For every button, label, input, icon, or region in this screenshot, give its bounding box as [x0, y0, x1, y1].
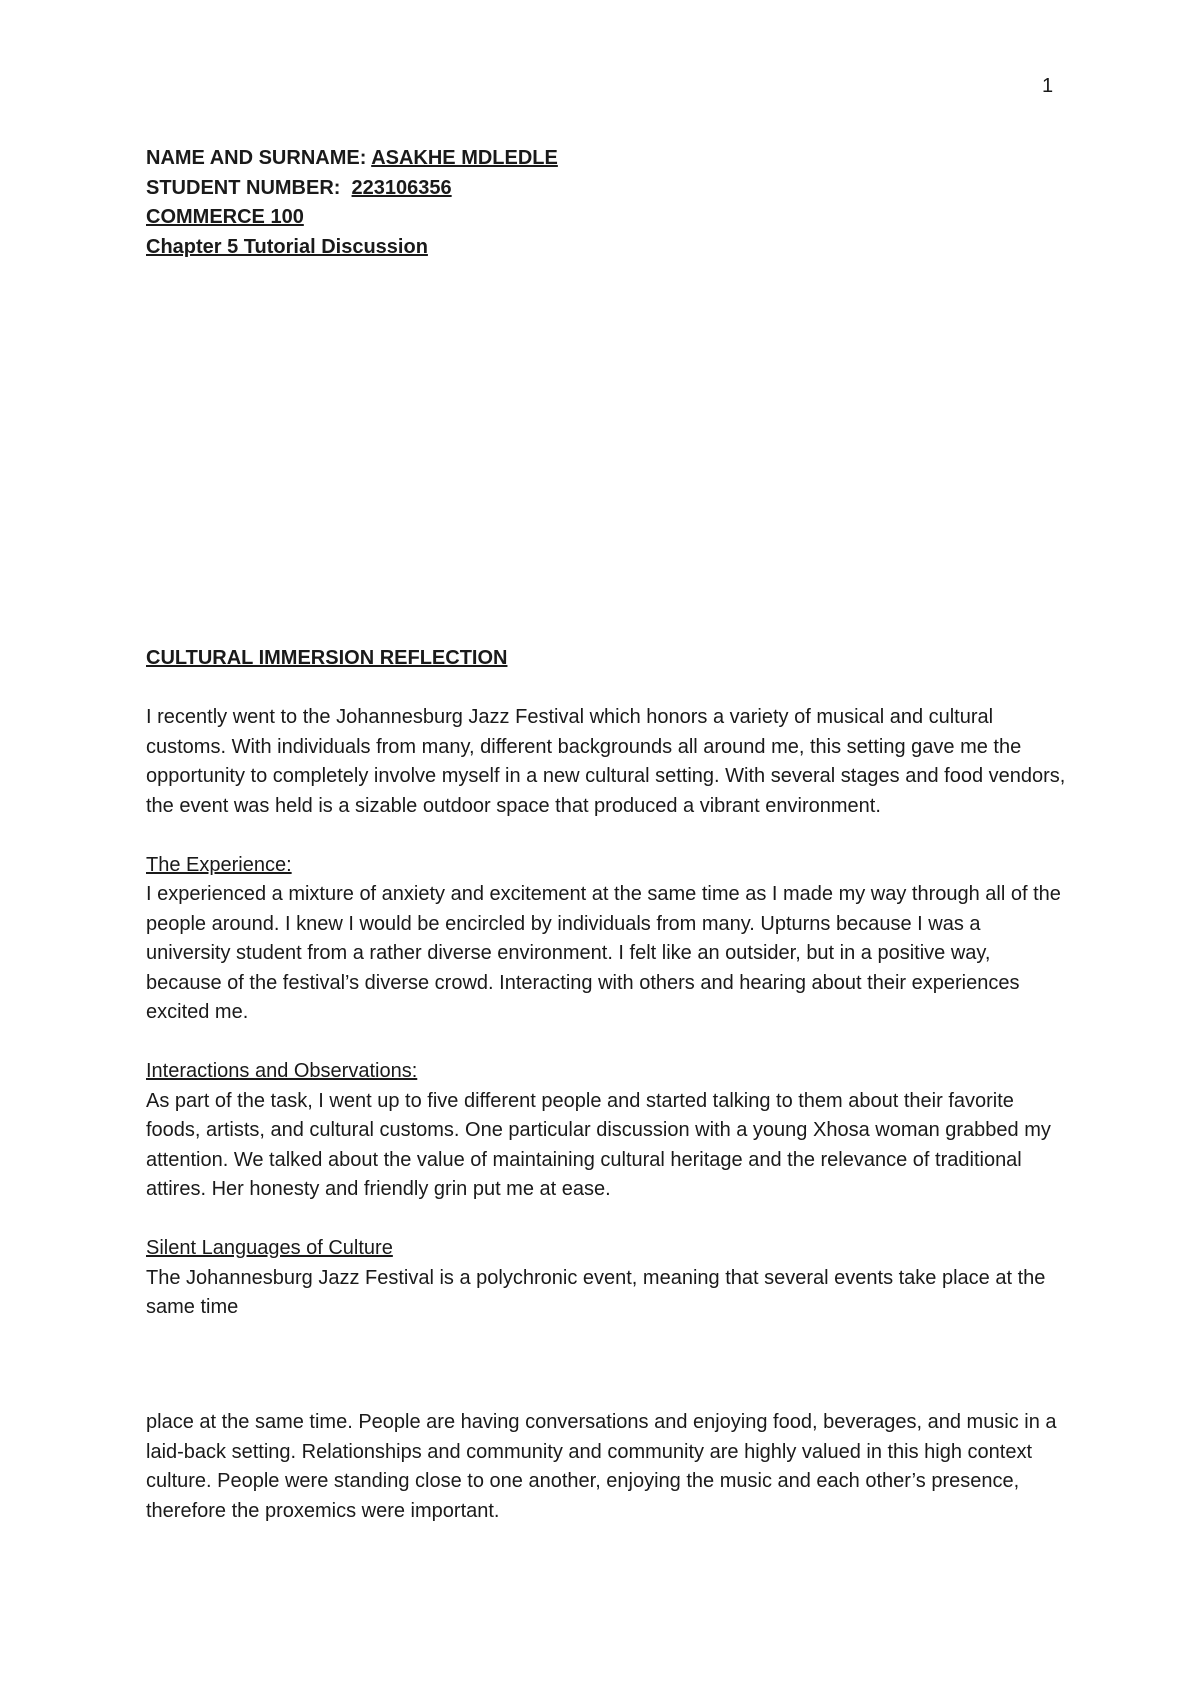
- header-block: [146, 144, 1066, 262]
- name-label: NAME AND SURNAME:: [146, 147, 372, 169]
- continuation-paragraph: place at the same time. People are having conversations and enjoying food, beverages, and music in a laid-back setting. Relationships and community and community are highly valued in this high context culture. People were standing close to one another, enjoying the music and each other’s presence, therefore the proxemics were important.: [146, 1411, 1057, 1522]
- section-heading-interactions: Interactions and Observations:: [146, 1060, 418, 1082]
- student-number-line: [146, 174, 1066, 204]
- page-number: 1: [1042, 75, 1054, 97]
- reflection-block: [146, 644, 1066, 1323]
- intro-paragraph: I recently went to the Johannesburg Jazz Festival which honors a variety of musical and cultural customs. With individuals from many, different backgrounds all around me, this setting gave me the opportunity to completely involve myself in a new cultural setting. With several stages and food vendors, the event was held is a sizable outdoor space that produced a vibrant environment.: [146, 706, 1066, 817]
- chapter-line: Chapter 5 Tutorial Discussion: [146, 235, 428, 258]
- section-heading-silent-languages: Silent Languages of Culture: [146, 1237, 393, 1259]
- section-heading-experience: The Experience:: [146, 853, 292, 876]
- section-body-silent-languages: The Johannesburg Jazz Festival is a polychronic event, meaning that several events take place at the same time: [146, 1266, 1046, 1318]
- name-line: [146, 144, 1066, 174]
- continuation-block: [146, 1408, 1066, 1526]
- section-body-interactions: As part of the task, I went up to five different people and started talking to them about their favorite foods, artists, and cultural customs. One particular discussion with a young Xhosa woman grabbed my attention. We talked about the value of maintaining cultural heritage and the relevance of traditional attires. Her honesty and friendly grin put me at ease.: [146, 1089, 1051, 1200]
- name-value: ASAKHE MDLEDLE: [371, 147, 558, 169]
- reflection-title: CULTURAL IMMERSION REFLECTION: [146, 647, 508, 669]
- student-number-label: STUDENT NUMBER:: [146, 176, 352, 199]
- section-body-experience: I experienced a mixture of anxiety and excitement at the same time as I made my way through all of the people around. I knew I would be encircled by individuals from many. Upturns because I was a university student from a rather diverse environment. I felt like an outsider, but in a positive way, because of the festival’s diverse crowd. Interacting with others and hearing about their experiences excited me.: [146, 883, 1061, 1023]
- course-line: COMMERCE 100: [146, 206, 304, 228]
- student-number-value: 223106356: [351, 176, 452, 199]
